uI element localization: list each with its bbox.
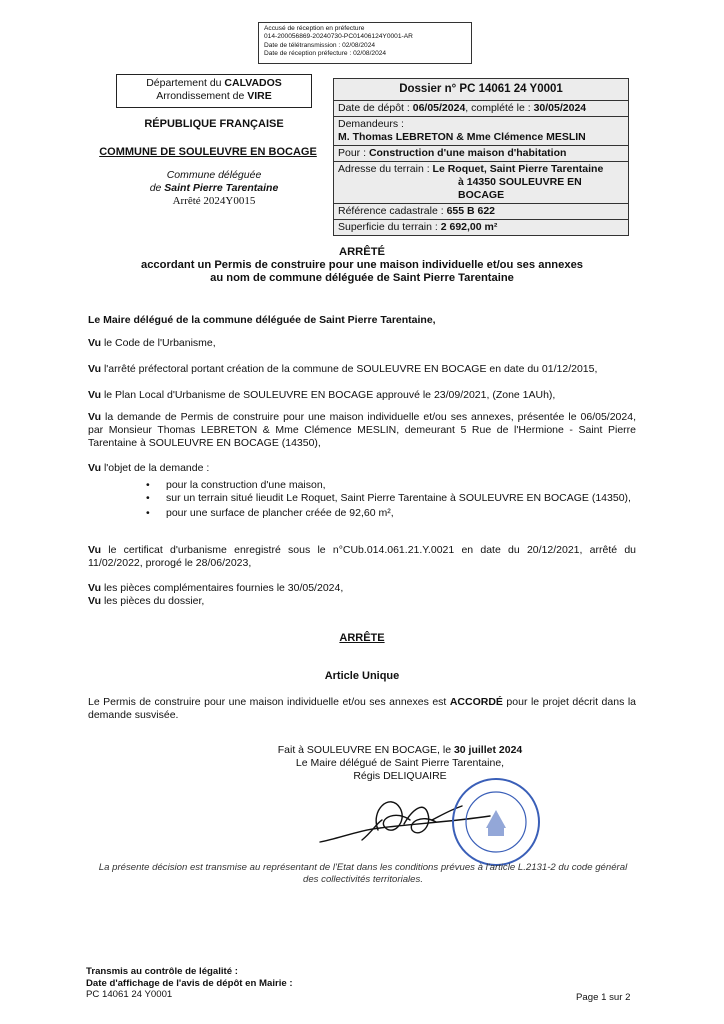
vu-objet: Vu l'objet de la demande : [88, 462, 210, 474]
dossier-title: Dossier n° PC 14061 24 Y0001 [334, 79, 629, 101]
footer-block [86, 966, 293, 1001]
dossier-table [333, 78, 629, 236]
arrondissement-line: Arrondissement de VIRE [156, 90, 272, 102]
receipt-stamp [258, 22, 472, 64]
dossier-dates: Date de dépôt : 06/05/2024, complété le : 30/05/2024 [334, 101, 629, 117]
dossier-demandeurs: Demandeurs : M. Thomas LEBRETON & Mme Clémence MESLIN [334, 117, 629, 146]
dossier-adresse: Adresse du terrain : Le Roquet, Saint Pierre Tarentaine à 14350 SOULEUVRE EN BOCAGE [334, 162, 629, 204]
vu-plu: Vu le Plan Local d'Urbanisme de SOULEUVRE EN BOCAGE approuvé le 23/09/2021, (Zone 1AUh), [88, 389, 556, 401]
transmission-notice: La présente décision est transmise au représentant de l'Etat dans les conditions prévues à l'article L.2131-2 du code général des collectivités territoriales. [98, 862, 628, 885]
dossier-cadastre: Référence cadastrale : 655 B 622 [334, 204, 629, 220]
vu-pieces-complementaires: Vu les pièces complémentaires fournies le 30/05/2024, [88, 582, 344, 594]
permis-accorde: Le Permis de construire pour une maison individuelle et/ou ses annexes est ACCORDÉ pour le projet décrit dans la demande susvisée. [88, 696, 636, 721]
fait-line: Fait à SOULEUVRE EN BOCAGE, le 30 juillet 2024 [277, 744, 523, 756]
commune-deleguee: Commune déléguée de Saint Pierre Tarentaine [149, 169, 279, 194]
maire-line: Le Maire délégué de la commune déléguée de Saint Pierre Tarentaine, [88, 314, 436, 326]
arrete-title: ARRÊTÉ accordant un Permis de construire pour une maison individuelle et/ou ses annexes au nom de commune déléguée de Saint Pierre Tarentaine [140, 246, 584, 284]
list-item: • pour la construction d'une maison, [146, 479, 326, 491]
article-heading: Article Unique [324, 670, 400, 682]
receipt-line: 014-200056869-20240730-PC01406124Y0001-AR [264, 33, 413, 41]
vu-certificat: Vu le certificat d'urbanisme enregistré sous le n°CUb.014.061.21.Y.0021 en date du 20/12/2021, arrêté du 11/02/2022, prorogé le 28/06/2023, [88, 544, 636, 569]
footer-controle: Transmis au contrôle de légalité : [86, 966, 238, 977]
vu-code: Vu le Code de l'Urbanisme, [88, 337, 216, 349]
vu-pieces-dossier: Vu les pièces du dossier, [88, 595, 205, 607]
maire-title: Le Maire délégué de Saint Pierre Tarentaine, [295, 757, 505, 769]
republique-heading: RÉPUBLIQUE FRANÇAISE [144, 118, 284, 130]
dossier-pour: Pour : Construction d'une maison d'habitation [334, 146, 629, 162]
list-item: • pour une surface de plancher créée de 92,60 m², [146, 507, 394, 519]
commune-heading: COMMUNE DE SOULEUVRE EN BOCAGE [99, 146, 317, 158]
objet-list [146, 479, 636, 520]
footer-affichage: Date d'affichage de l'avis de dépôt en Mairie : [86, 977, 293, 989]
department-box [116, 74, 312, 108]
vu-demande: Vu la demande de Permis de construire pour une maison individuelle et/ou ses annexes, présentée le 06/05/2024, par Monsieur Thomas LEBRETON & Mme Clémence MESLIN, demeurant 5 Rue de l'Hermione - Saint Pierre Tarentaine à SOULEUVRE EN BOCAGE (14350), [88, 411, 636, 449]
receipt-line: Date de réception préfecture : 02/08/2024 [264, 50, 387, 58]
dossier-superficie: Superficie du terrain : 2 692,00 m² [334, 220, 629, 236]
list-item: • sur un terrain situé lieudit Le Roquet, Saint Pierre Tarentaine à SOULEUVRE EN BOCAGE (14350), [146, 492, 631, 504]
footer-reference: PC 14061 24 Y0001 [86, 989, 173, 1000]
signatory-name: Régis DELIQUAIRE [353, 770, 447, 782]
arrete-heading: ARRÊTE [339, 632, 385, 644]
receipt-line: Date de télétransmission : 02/08/2024 [264, 41, 376, 49]
receipt-line: Accusé de réception en préfecture [264, 25, 365, 32]
department-line: Département du CALVADOS [146, 77, 282, 89]
page-number: Page 1 sur 2 [576, 992, 631, 1003]
arrete-number: Arrêté 2024Y0015 [172, 195, 256, 207]
official-stamp [450, 776, 542, 868]
vu-prefectoral: Vu l'arrêté préfectoral portant création de la commune de SOULEUVRE EN BOCAGE en date du 01/12/2015, [88, 363, 598, 375]
